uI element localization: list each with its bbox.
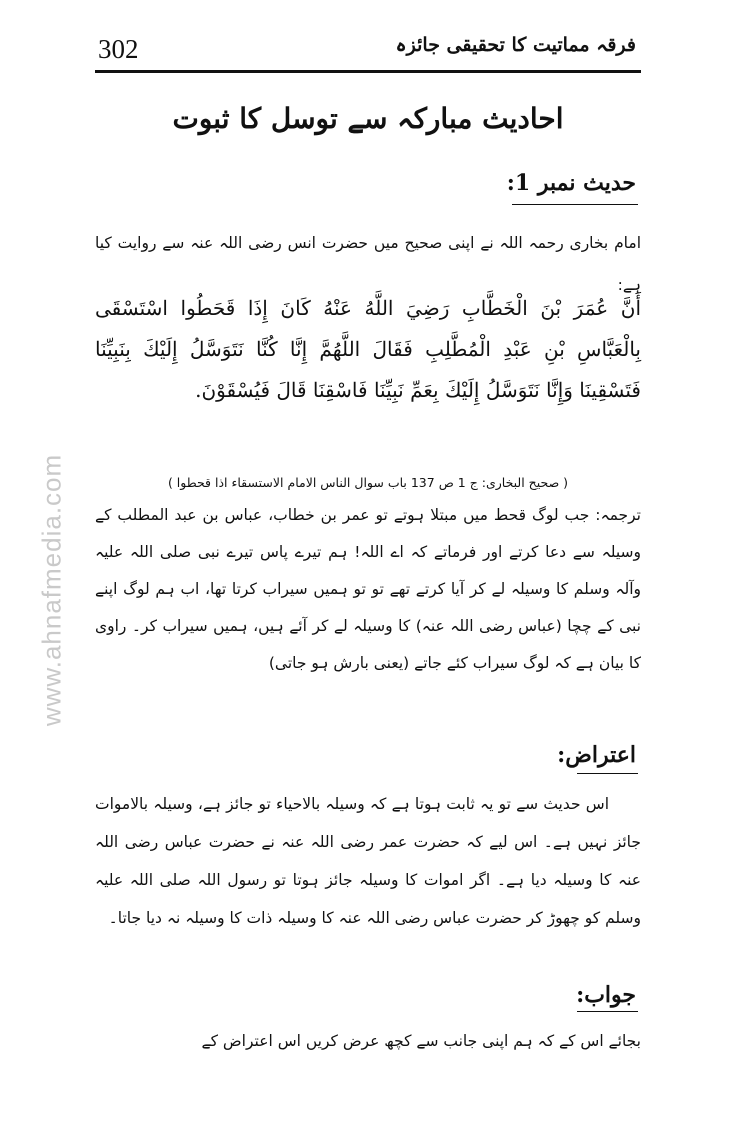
translation-paragraph: ترجمہ: جب لوگ قحط میں مبتلا ہوتے تو عمر بن خطاب، عباس بن عبد المطلب کے وسیلہ سے دعا کرتے اور فرماتے کہ اے اللہ! ہم تیرے پاس تیرے نبی صلی اللہ علیہ وآلہ وسلم کا وسیلہ لے کر آیا کرتے تھے تو تو ہمیں سیراب کرتا تھا، اب ہم لوگ اپنے نبی کے چچا (عباس رضی اللہ عنہ) کا وسیلہ لے کر آئے ہیں، ہمیں سیراب کر۔ راوی کا بیان ہے کہ لوگ سیراب کئے جاتے (یعنی بارش ہو جاتی) [95,506,641,672]
hadith-intro: امام بخاری رحمہ اللہ نے اپنی صحیح میں حضرت انس رضی اللہ عنہ سے روایت کیا ہے: [95,234,641,294]
objection-heading-underline [577,773,638,774]
hadith-heading: حدیث نمبر 1: [506,170,636,196]
answer-paragraph: بجائے اس کے کہ ہم اپنی جانب سے کچھ عرض کریں اس اعتراض کے [201,1032,641,1050]
header-divider [95,70,641,73]
answer-heading-underline [577,1011,638,1012]
answer-heading: جواب: [576,982,636,1008]
arabic-hadith-text: أَنَّ عُمَرَ بْنَ الْخَطَّابِ رَضِيَ اللَّهُ عَنْهُ كَانَ إِذَا قَحَطُوا اسْتَسْقَى بِالْعَبَّاسِ بْنِ عَبْدِ الْمُطَّلِبِ فَقَالَ اللَّهُمَّ إِنَّا كُنَّا نَتَوَسَّلُ إِلَيْكَ بِنَبِيِّنَا فَتَسْقِينَا وَإِنَّا نَتَوَسَّلُ إِلَيْكَ بِعَمِّ نَبِيِّنَا فَاسْقِنَا قَالَ فَيُسْقَوْنَ. [95,296,641,402]
running-header-title: فرقہ مماتیت کا تحقیقی جائزہ [395,34,636,56]
watermark-url: www.ahnafmedia.com [36,453,67,727]
objection-heading: اعتراض: [557,742,636,768]
hadith-heading-underline [512,204,638,205]
hadith-reference: ( صحیح البخاری: ج 1 ص 137 باب سوال الناس الامام الاستسقاء اذا قحطوا ) [167,475,569,490]
objection-paragraph: اس حدیث سے تو یہ ثابت ہوتا ہے کہ وسیلہ بالاحیاء تو جائز ہے، وسیلہ بالاموات جائز نہیں ہے۔ اس لیے کہ حضرت عمر رضی اللہ عنہ نے حضرت عباس رضی اللہ عنہ کا وسیلہ دیا ہے۔ اگر اموات کا وسیلہ جائز ہوتا تو رسول اللہ صلی اللہ علیہ وسلم کو چھوڑ کر حضرت عباس رضی اللہ عنہ کا وسیلہ ذات کا وسیلہ نہ دیا جاتا۔ [95,795,641,927]
chapter-title: احادیث مبارکہ سے توسل کا ثبوت [172,102,564,135]
page-number: 302 [98,34,139,64]
